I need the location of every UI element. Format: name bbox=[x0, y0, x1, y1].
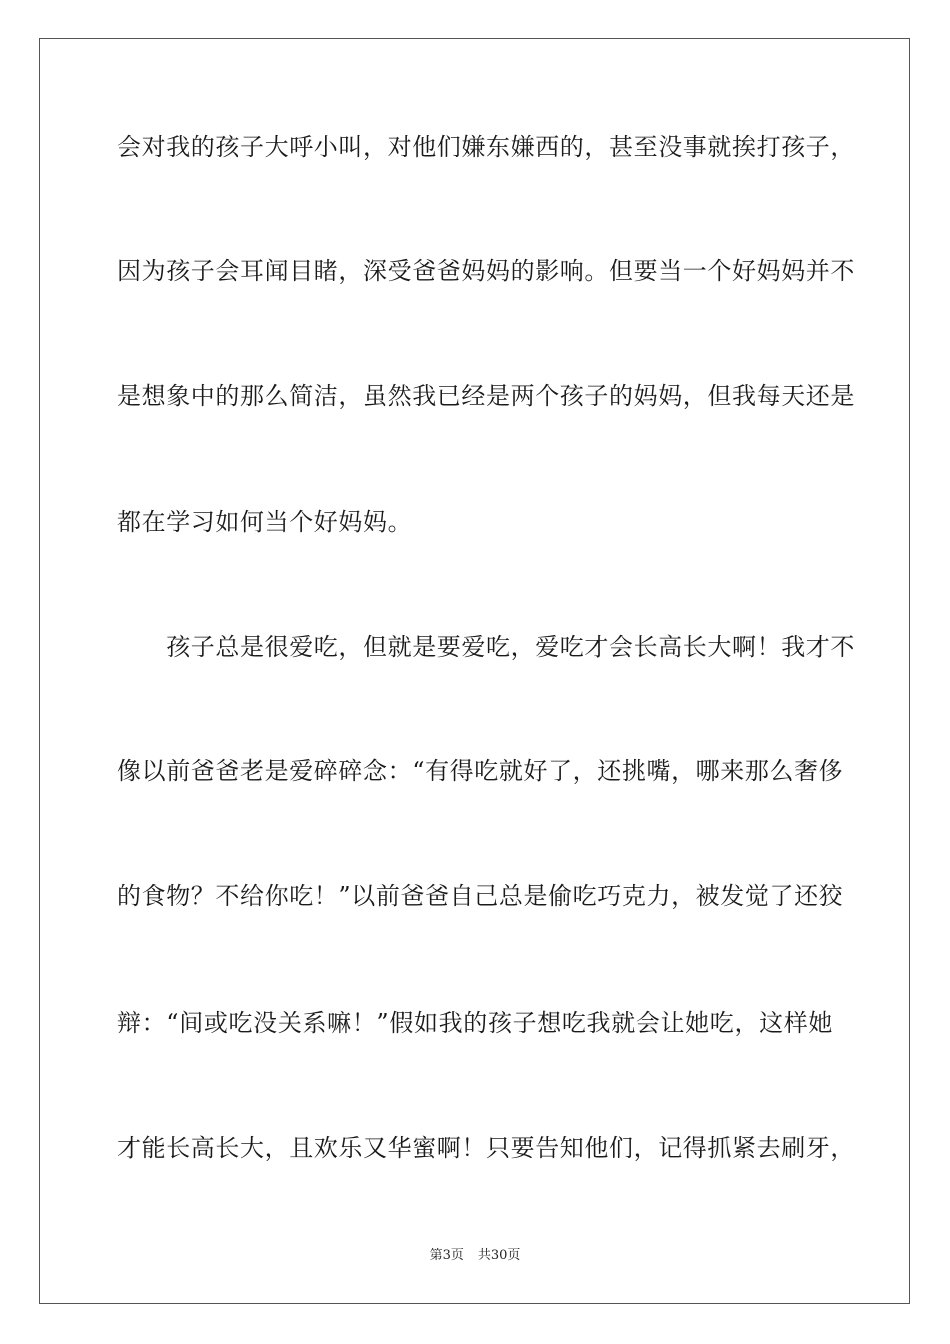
body-text-line-5: 孩子总是很爱吃，但就是要爱吃，爱吃才会长高长大啊！我才不 bbox=[117, 633, 855, 661]
page-number-label: 第3页 bbox=[429, 1248, 464, 1263]
body-text-line-7: 的食物？不给你吃！”以前爸爸自己总是偷吃巧克力，被发觉了还狡 bbox=[117, 882, 844, 910]
body-text-line-4: 都在学习如何当个好妈妈。 bbox=[117, 508, 413, 536]
body-text-line-9: 才能长高长大，且欢乐又华蜜啊！只要告知他们，记得抓紧去刷牙， bbox=[117, 1134, 855, 1162]
page-border bbox=[39, 38, 910, 1304]
body-text-line-2: 因为孩子会耳闻目睹，深受爸爸妈妈的影响。但要当一个好妈妈并不 bbox=[117, 257, 855, 285]
body-text-line-3: 是想象中的那么简洁，虽然我已经是两个孩子的妈妈，但我每天还是 bbox=[117, 382, 855, 410]
body-text-line-1: 会对我的孩子大呼小叫，对他们嫌东嫌西的，甚至没事就挨打孩子， bbox=[117, 133, 855, 161]
total-pages-label: 共30页 bbox=[477, 1248, 521, 1263]
body-text-line-6: 像以前爸爸老是爱碎碎念：“有得吃就好了，还挑嘴，哪来那么奢侈 bbox=[117, 757, 844, 785]
body-text-line-8: 辩：“间或吃没关系嘛！”假如我的孩子想吃我就会让她吃，这样她 bbox=[117, 1009, 833, 1037]
page-footer bbox=[0, 1247, 950, 1265]
